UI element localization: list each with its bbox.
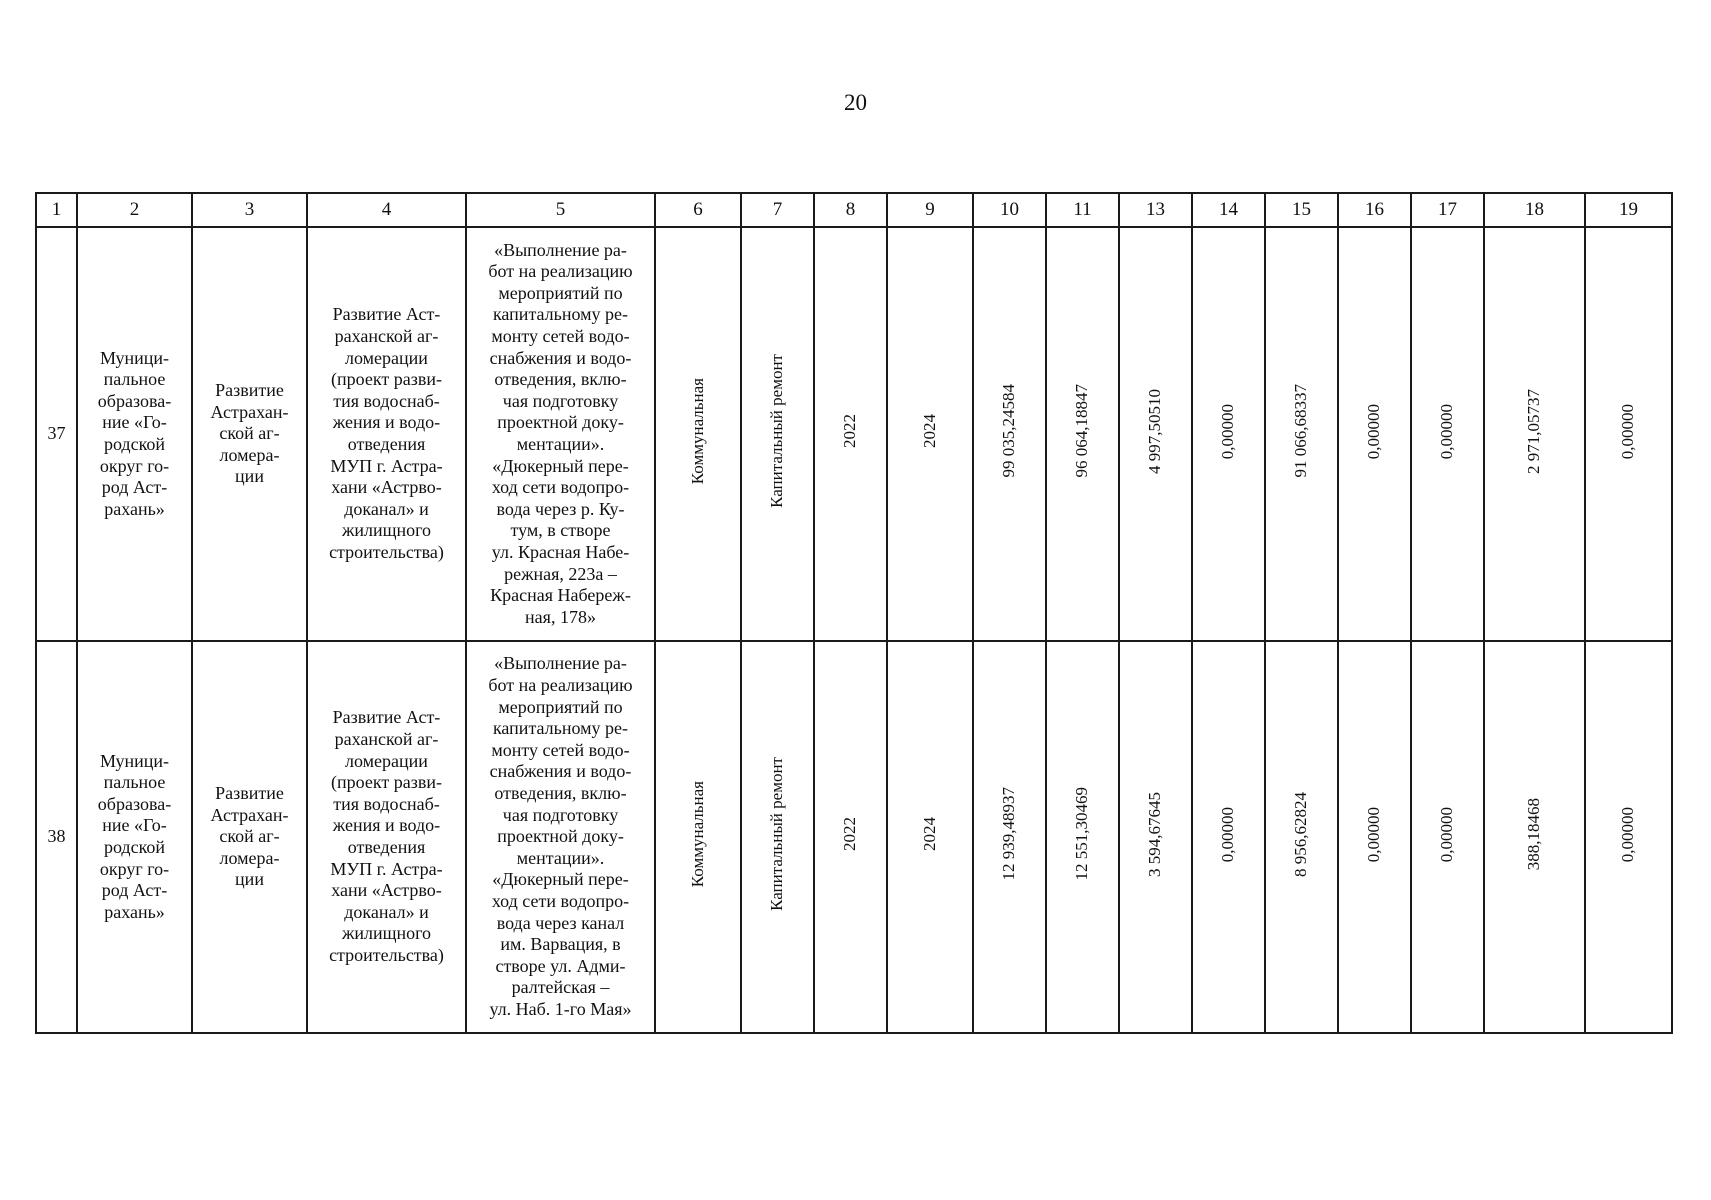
value-cell: 91 066,68337 bbox=[1265, 227, 1338, 641]
investment-table bbox=[35, 192, 1673, 1034]
program-cell: Развитие Астрахан- ской аг- ломера- ции bbox=[192, 641, 307, 1033]
municipality-cell: Муници- пальное образова- ние «Го- родской округ го- род Аст- рахань» bbox=[77, 641, 192, 1033]
column-header: 19 bbox=[1585, 193, 1672, 227]
column-header: 10 bbox=[973, 193, 1046, 227]
value-cell: 0,00000 bbox=[1585, 641, 1672, 1033]
column-header: 17 bbox=[1411, 193, 1484, 227]
row-number: 37 bbox=[36, 227, 77, 641]
table-row bbox=[36, 641, 1672, 1033]
value-cell: 3 594,67645 bbox=[1119, 641, 1192, 1033]
column-header: 16 bbox=[1338, 193, 1411, 227]
project-cell: Развитие Аст- раханской аг- ломерации (проект разви- тия водоснаб- жения и водо- отведения МУП г. Астра- хани «Астрво- доканал» и жилищного строительства) bbox=[307, 641, 466, 1033]
end-year-cell: 2024 bbox=[887, 227, 973, 641]
project-cell: Развитие Аст- раханской аг- ломерации (проект разви- тия водоснаб- жения и водо- отведения МУП г. Астра- хани «Астрво- доканал» и жилищного строительства) bbox=[307, 227, 466, 641]
municipality-cell: Муници- пальное образова- ние «Го- родской округ го- род Аст- рахань» bbox=[77, 227, 192, 641]
value-cell: 0,00000 bbox=[1338, 227, 1411, 641]
value-cell: 8 956,62824 bbox=[1265, 641, 1338, 1033]
program-cell: Развитие Астрахан- ской аг- ломера- ции bbox=[192, 227, 307, 641]
column-header: 9 bbox=[887, 193, 973, 227]
value-cell: 0,00000 bbox=[1192, 641, 1265, 1033]
work-description-cell: «Выполнение ра- бот на реализацию мероприятий по капитальному ре- монту сетей водо- снабжения и водо- отведения, вклю- чая подготовку проектной доку- ментации». «Дюкерный пере- ход сети водопро- вода через канал им. Варвация, в створе ул. Адми- ралтейская – ул. Наб. 1-го Мая» bbox=[466, 641, 655, 1033]
value-cell: 0,00000 bbox=[1338, 641, 1411, 1033]
column-header: 1 bbox=[36, 193, 77, 227]
value-cell: 0,00000 bbox=[1192, 227, 1265, 641]
column-header: 2 bbox=[77, 193, 192, 227]
column-header: 11 bbox=[1046, 193, 1119, 227]
row-number: 38 bbox=[36, 641, 77, 1033]
value-cell: 4 997,50510 bbox=[1119, 227, 1192, 641]
column-header: 8 bbox=[814, 193, 887, 227]
end-year-cell: 2024 bbox=[887, 641, 973, 1033]
value-cell: 388,18468 bbox=[1484, 641, 1585, 1033]
table-row bbox=[36, 227, 1672, 641]
value-cell: 99 035,24584 bbox=[973, 227, 1046, 641]
column-header: 18 bbox=[1484, 193, 1585, 227]
work-type-cell: Капитальный ремонт bbox=[741, 227, 814, 641]
value-cell: 0,00000 bbox=[1411, 641, 1484, 1033]
column-header: 4 bbox=[307, 193, 466, 227]
column-header: 5 bbox=[466, 193, 655, 227]
column-header: 15 bbox=[1265, 193, 1338, 227]
value-cell: 0,00000 bbox=[1411, 227, 1484, 641]
value-cell: 12 551,30469 bbox=[1046, 641, 1119, 1033]
page-number: 20 bbox=[844, 90, 867, 115]
value-cell: 96 064,18847 bbox=[1046, 227, 1119, 641]
value-cell: 12 939,48937 bbox=[973, 641, 1046, 1033]
column-header: 6 bbox=[655, 193, 741, 227]
start-year-cell: 2022 bbox=[814, 227, 887, 641]
column-numbers-row bbox=[36, 193, 1672, 227]
column-header: 3 bbox=[192, 193, 307, 227]
column-header: 7 bbox=[741, 193, 814, 227]
column-header: 14 bbox=[1192, 193, 1265, 227]
start-year-cell: 2022 bbox=[814, 641, 887, 1033]
category-cell: Коммунальная bbox=[655, 641, 741, 1033]
work-type-cell: Капитальный ремонт bbox=[741, 641, 814, 1033]
value-cell: 2 971,05737 bbox=[1484, 227, 1585, 641]
value-cell: 0,00000 bbox=[1585, 227, 1672, 641]
category-cell: Коммунальная bbox=[655, 227, 741, 641]
column-header: 13 bbox=[1119, 193, 1192, 227]
work-description-cell: «Выполнение ра- бот на реализацию мероприятий по капитальному ре- монту сетей водо- снабжения и водо- отведения, вклю- чая подготовку проектной доку- ментации». «Дюкерный пере- ход сети водопро- вода через р. Ку- тум, в створе ул. Красная Набе- режная, 223а – Красная Набереж- ная, 178» bbox=[466, 227, 655, 641]
